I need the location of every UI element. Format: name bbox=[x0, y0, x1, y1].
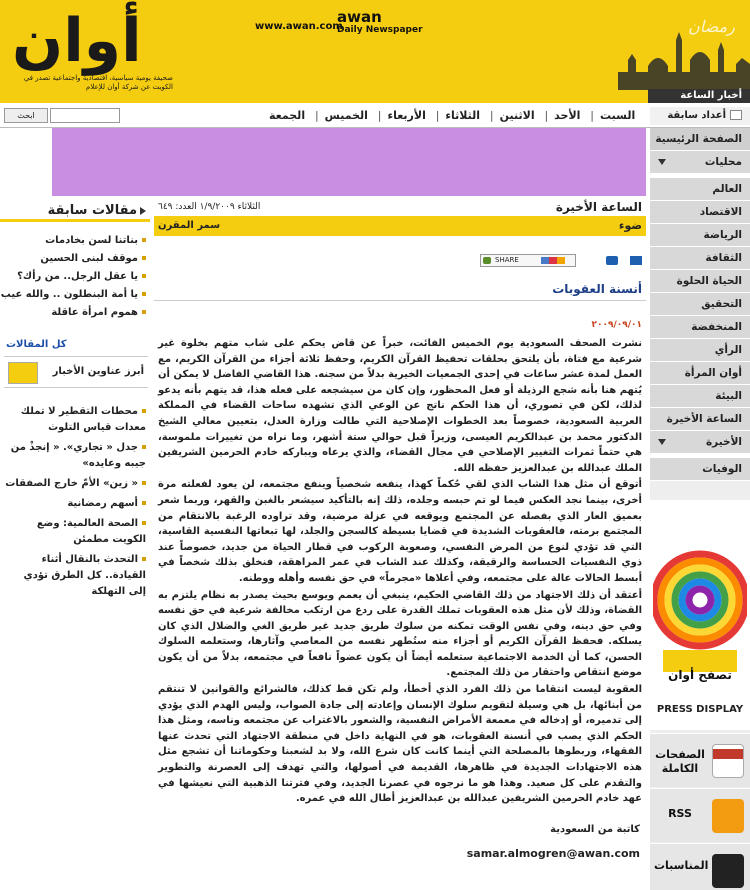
item-text: الصحة العالمية: وضع الكويت مطمئن bbox=[36, 518, 146, 545]
bullet-icon bbox=[142, 256, 146, 260]
nav-opinion[interactable] bbox=[650, 339, 750, 362]
newspaper-icon bbox=[8, 362, 38, 384]
full-pages-link[interactable] bbox=[650, 733, 750, 787]
occasions-link[interactable] bbox=[650, 843, 750, 890]
search-button[interactable]: ابحث bbox=[4, 108, 48, 123]
article-tools bbox=[154, 254, 646, 268]
nav-label: الثقافة bbox=[705, 252, 742, 264]
bullet-icon bbox=[142, 274, 146, 278]
day-separator: | bbox=[489, 109, 494, 122]
divider bbox=[154, 300, 646, 301]
pdf-icon-band bbox=[713, 749, 743, 759]
nav-environment[interactable] bbox=[650, 385, 750, 408]
nav-label: التحقيق bbox=[701, 298, 742, 310]
nav-last-hour[interactable] bbox=[650, 408, 750, 431]
column-bar bbox=[154, 216, 646, 236]
previous-articles-list bbox=[0, 232, 150, 322]
press-display-label: PRESS DISPLAY bbox=[656, 704, 744, 715]
nav-label: الحياة الحلوة bbox=[676, 275, 742, 287]
nav-label: الرأي bbox=[714, 344, 742, 356]
nav-label: الأخيرة bbox=[705, 436, 742, 448]
day-link-tue[interactable]: الثلاثاء bbox=[445, 109, 481, 122]
day-link-fri[interactable]: الجمعة bbox=[269, 109, 306, 122]
svg-text:رمضان: رمضان bbox=[688, 17, 735, 36]
nav-label: المنخفضة bbox=[691, 321, 742, 333]
nav-last[interactable] bbox=[650, 431, 750, 454]
brand-tagline: Daily Newspaper bbox=[337, 25, 423, 35]
bullet-icon bbox=[142, 445, 146, 449]
news-hour-bar[interactable]: أخبار الساعة bbox=[648, 89, 750, 103]
list-item[interactable] bbox=[0, 304, 150, 322]
share-label: SHARE bbox=[495, 256, 519, 264]
article-paragraph: أعتقد أن ذلك الاجتهاد من ذلك القاضي الحكيم، ينبغي أن يعمم ويوسع بحيث يصدر به نظام يلتزم به القضاة، وذلك لأن مثل هذه العقوبات تملك القدرة على ردع من ارتكب مخالفة شرعية في حق نفسه وفي حق دينه، وفي نفس الوقت تمكنه من سلوك طريق جديد غير طريق الغي والضلال الذي كان يسلكه. فحفظ القرآن الكريم أو أجزاء منه ستُطهر نفسه من المعاصي وآثارها، وستعلمه السلوك الحسن، كما أن الخدمة الاجتماعية ستعلمه أيضاً أن يكون عضواً نافعاً في مجتمعه، بدلاً من أن يكون موضع انتقاص واحتقار من ذلك المجتمع. bbox=[158, 589, 642, 679]
day-separator: | bbox=[377, 109, 382, 122]
left-sidebar bbox=[0, 196, 150, 890]
item-text: التحدث بالنقال أثناء القيادة.. كل الطرق تؤدي إلى التهلكة bbox=[23, 554, 146, 597]
nav-home[interactable] bbox=[650, 128, 750, 151]
nav-local[interactable] bbox=[650, 151, 750, 174]
press-caption: تصفح أوان bbox=[668, 668, 732, 682]
day-separator: | bbox=[590, 109, 594, 122]
main-content bbox=[154, 196, 646, 890]
item-text: يا عقل الرجل.. من رأك؟ bbox=[17, 271, 138, 282]
nav-label: الصفحة الرئيسية bbox=[655, 133, 742, 145]
section-header bbox=[154, 200, 646, 214]
bullet-icon bbox=[142, 481, 146, 485]
author-email[interactable]: samar.almogren@awan.com bbox=[466, 847, 640, 860]
bullet-icon bbox=[142, 409, 146, 413]
list-item[interactable] bbox=[0, 286, 150, 304]
list-item[interactable] bbox=[0, 268, 150, 286]
column-name: ضوء bbox=[618, 219, 642, 232]
press-display-ad[interactable] bbox=[650, 500, 750, 730]
archive-label: أعداد سابقة bbox=[667, 110, 726, 121]
ad-banner[interactable] bbox=[52, 128, 646, 196]
day-link-mon[interactable]: الاثنين bbox=[499, 109, 535, 122]
list-item[interactable] bbox=[0, 474, 150, 494]
bullet-icon bbox=[142, 557, 146, 561]
dropdown-arrow-icon bbox=[658, 159, 666, 165]
day-link-wed[interactable]: الأربعاء bbox=[387, 109, 426, 122]
logo-subtitle: صحيفة يومية سياسية، اقتصادية واجتماعية تصدر في الكويت عن شركة أوان للإعلام bbox=[23, 74, 173, 91]
day-separator: | bbox=[435, 109, 440, 122]
bullet-icon bbox=[142, 238, 146, 242]
item-text: جدل « تجاري». « إنجذْ من جيبه وعايده» bbox=[10, 442, 146, 469]
day-link-sun[interactable]: الأحد bbox=[554, 109, 581, 122]
author-signature: كاتبة من السعودية bbox=[550, 824, 640, 835]
nav-label: محليات bbox=[704, 156, 742, 168]
item-text: يا أمة البنطلون .. والله عيب bbox=[0, 289, 138, 300]
site-header bbox=[0, 0, 750, 103]
item-text: موقف لبنى الحسين bbox=[40, 253, 138, 264]
item-text: بناتنا لسن بخادمات bbox=[45, 235, 138, 246]
list-item[interactable] bbox=[0, 494, 150, 514]
dropdown-arrow-icon bbox=[658, 439, 666, 445]
previous-articles-title: مقالات سابقة bbox=[47, 203, 137, 218]
list-item[interactable] bbox=[0, 232, 150, 250]
previous-articles-heading bbox=[0, 200, 150, 222]
item-text: « زين» الأمّ خارج الصفقات bbox=[5, 478, 138, 489]
rss-icon bbox=[712, 799, 744, 833]
share-icon bbox=[483, 257, 491, 264]
item-text: أسهم رمضانية bbox=[67, 498, 138, 509]
share-button[interactable] bbox=[480, 254, 576, 267]
full-pages-label: الصفحات الكاملة bbox=[655, 748, 705, 775]
archive-link[interactable] bbox=[650, 107, 750, 125]
nav-label: البيئة bbox=[715, 390, 742, 402]
article-paragraph: أتوقع أن مثل هذا الشاب الذي لقي حُكماً كهذا، ينفعه شخصياً وينفع مجتمعه، لن يعود لفعلته مرة أخرى، بينما نجد العكس فيما لو تم حبسه وجلده، ذلك إنه بالتأكيد سيشعر بالغبن والقهر، وربما شعر بعميق العار الذي بفصله عن المجتمع ويوقعه في عزلة مرضية، وقد تراوده الرغبة بالانتقام من المجتمع برمته، فالعقوبات الشديدة في قضايا بسيطة كالسجن والجلد، لها تبعاتها النفسية القاسية، التي قد تؤدي لنوع من المرض النفسي، وصعوبة الركوب في قطار الحياة من جديد، خصوصاً عند ذوي النفسيات الحساسة والرقيقة، وكذلك عند الشاب في عمر المراهقة، فنخلق بذلك شخصاً في أبسط الحالات عالة على مجتمعه، وفي أعلاها «مجرماً» في حق نفسه وأهله ووطنه. bbox=[158, 479, 642, 584]
author-name[interactable]: سمر المقرن bbox=[158, 220, 221, 231]
logo-text: أوان bbox=[12, 6, 142, 76]
calendar-icon bbox=[730, 110, 742, 120]
mosque-skyline-icon bbox=[618, 10, 750, 90]
arrow-icon bbox=[140, 207, 146, 215]
rss-label: RSS bbox=[668, 807, 692, 820]
article-date: ٢٠٠٩/٠٩/٠١ bbox=[591, 320, 642, 330]
day-links bbox=[266, 109, 638, 123]
nav-investigation[interactable] bbox=[650, 293, 750, 316]
top-headlines-title: أبرز عناوين الأخبار bbox=[52, 366, 144, 377]
list-item[interactable] bbox=[0, 550, 150, 602]
nav-world[interactable] bbox=[650, 178, 750, 201]
article-paragraph: العقوبة ليست انتقاما من ذلك الفرد الذي أخطأ، ولم تكن قط كذلك، فالشرائع والقوانين لا تنتقم من أبنائها، بل هي وسيلة لتقويم سلوك الإنسان وإعادته إلى جادة الصواب، وليس الهدم الذي يؤدي إلى تدميره، أو إدخاله في معمعة الأمراض النفسية، والشعور بالاغتراب عن مجتمعه وناسه، ومثل هذا الحكم الذي يصب في أنسنة العقوبات، هو في النهاية داخل في منطقة الاجتهاد التي تحدث عنها الفقهاء، وربطوها بالمصلحة التي أينما كانت كان شرع الله، ولا بد لشعبنا وحكوماتنا أن تشجع مثل هذه الاجتهادات الجديدة في ظاهرها، القديمة في أصولها، والتي تهدف إلى العصرنة والتطوير والتقدم على كل صعيد. وهذا هو ما نرجوه في عصرنا الجديد، وفي فترتنا الذهبية التي نعيشها في عهد خادم الحرمين الشريفين عبدالله بن عبدالعزيز أطال الله في عمره. bbox=[158, 684, 642, 805]
list-item[interactable] bbox=[0, 402, 150, 438]
nav-label: الساعة الأخيرة bbox=[666, 413, 742, 425]
day-link-sat[interactable]: السبت bbox=[599, 109, 636, 122]
section-title: الساعة الأخيرة bbox=[555, 200, 642, 214]
article-paragraph: نشرت الصحف السعودية يوم الخميس الفائت، خبراً عن قاض يحكم على شاب متهم بخلوة غير شرعية مع فتاة، بأن يلتحق بحلقات تحفيظ القرآن الكريم، وحفظ ثلاثة أجزاء من القرآن الكريم، مع العمل لمدة عشر ساعات في إحدى الجمعيات الخيرية بدلاً من سجنه. هذا القاضي الفاضل لا يمكن أن يُتهم هنا بأنه شجع الرذيلة أو فعل المحظور، وإن كان من سيشجعه على فعله هذا، قد يتهم بأنه يدعو لذلك، لكن في تصوري، أن هذا الحكم ناتج عن الوعي الذي تشهده ساحات القضاء في المملكة العربية السعودية، خصوصاً بعد الخطوات الإصلاحية التي طالت وزارة العدل، بتعيين معالي الشيخ الدكتور محمد بن عبدالكريم العيسى، وزيراً قبل حوالي ستة أشهر، وما نراه من تغييرات ملموسة، هي حتماً ثمرات التغيير الإصلاحي في مجال القضاء، والذي يرعاه ويباركه خادم الحرمين الشريفين الملك عبدالله بن عبدالعزيز حفظه الله. bbox=[158, 338, 642, 474]
social-icons bbox=[541, 257, 565, 264]
list-item[interactable] bbox=[0, 250, 150, 268]
article-title: أنسنة العقوبات bbox=[552, 282, 642, 296]
nav-sports[interactable] bbox=[650, 224, 750, 247]
brand-name: awan bbox=[337, 8, 382, 26]
article-body bbox=[158, 336, 642, 808]
list-item[interactable] bbox=[0, 514, 150, 550]
nav-obituaries[interactable] bbox=[650, 458, 750, 481]
pdf-icon bbox=[712, 744, 744, 778]
nav-label: أوان المرأة bbox=[684, 367, 742, 379]
nav-label: الوفيات bbox=[702, 463, 742, 475]
top-headlines-box[interactable] bbox=[4, 356, 148, 388]
site-url[interactable]: www.awan.com bbox=[255, 21, 343, 32]
nav-row bbox=[0, 103, 750, 128]
day-link-thu[interactable]: الخميس bbox=[324, 109, 368, 122]
all-articles-link[interactable]: كل المقالات bbox=[6, 339, 67, 350]
list-item[interactable] bbox=[0, 438, 150, 474]
nav-label: الرياضة bbox=[703, 229, 742, 241]
item-text: محطات التقطير لا تملك معدات قياس التلوث bbox=[20, 406, 146, 433]
search-input[interactable] bbox=[50, 108, 120, 123]
print-icon[interactable] bbox=[606, 256, 618, 265]
bullet-icon bbox=[142, 292, 146, 296]
occasions-icon bbox=[712, 854, 744, 888]
bullet-icon bbox=[142, 521, 146, 525]
site-logo[interactable] bbox=[8, 6, 173, 98]
day-separator: | bbox=[314, 109, 319, 122]
brand-block bbox=[255, 8, 425, 38]
email-icon[interactable] bbox=[630, 256, 642, 265]
nav-culture[interactable] bbox=[650, 247, 750, 270]
bullet-icon bbox=[142, 310, 146, 314]
nav-label: العالم bbox=[712, 183, 742, 195]
nav-economy[interactable] bbox=[650, 201, 750, 224]
issue-date: الثلاثاء ١/٩/٢٠٠٩ العدد: ٦٤٩ bbox=[158, 202, 261, 212]
item-text: هموم امرأة عاقلة bbox=[51, 307, 138, 318]
nav-label: الاقتصاد bbox=[699, 206, 742, 218]
nav-low[interactable] bbox=[650, 316, 750, 339]
nav-sweet-life[interactable] bbox=[650, 270, 750, 293]
bullet-icon bbox=[142, 501, 146, 505]
nav-women[interactable] bbox=[650, 362, 750, 385]
day-separator: | bbox=[544, 109, 549, 122]
occasions-label: المناسبات bbox=[654, 859, 709, 872]
right-sidebar bbox=[650, 128, 750, 890]
headlines-list bbox=[0, 402, 150, 602]
rss-link[interactable] bbox=[650, 788, 750, 842]
